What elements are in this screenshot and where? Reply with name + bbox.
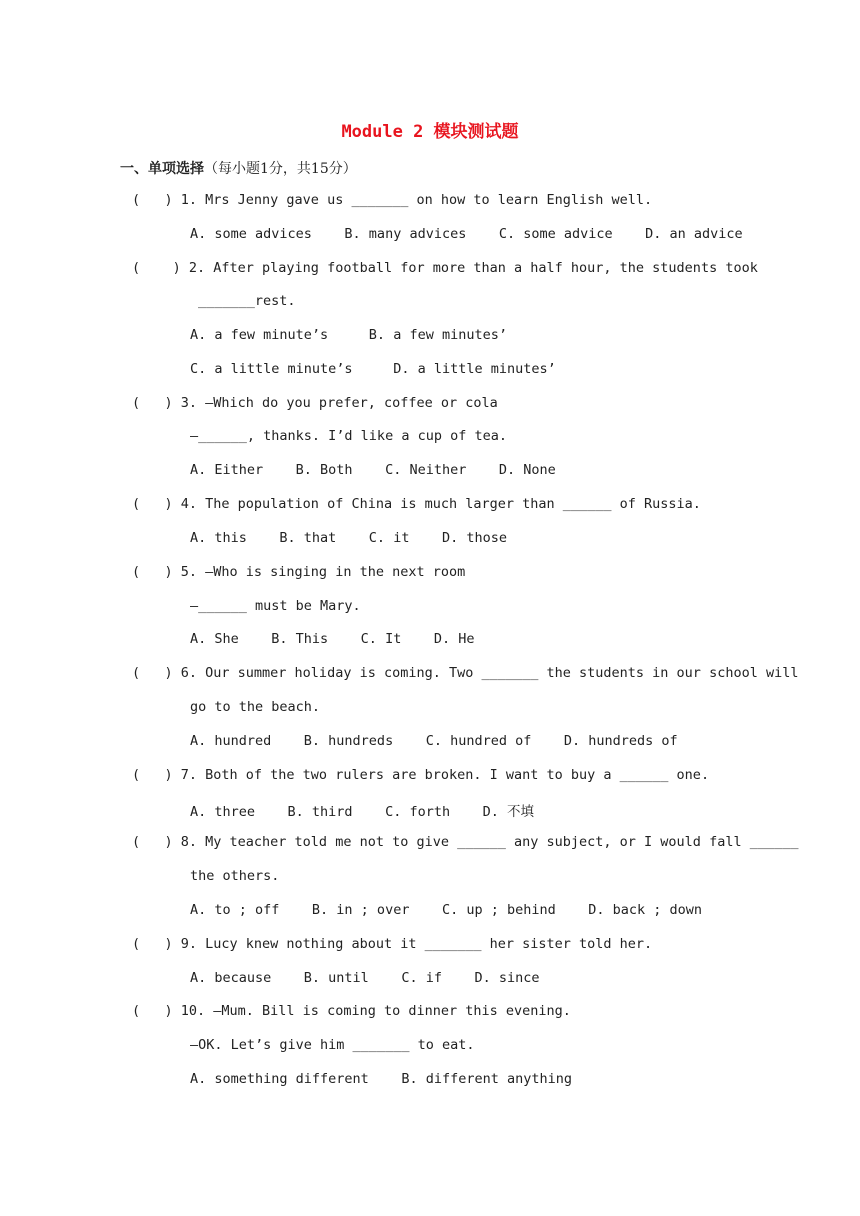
question-5-cont: —______ must be Mary. (190, 598, 361, 614)
question-8-cont: the others. (190, 868, 280, 884)
question-8-stem: ( ) 8. My teacher told me not to give ______ any subject, or I would fall ______ (132, 834, 799, 850)
question-4-stem: ( ) 4. The population of China is much larger than ______ of Russia. (132, 496, 701, 512)
page-title: Module 2 模块测试题 (341, 122, 519, 142)
question-6-options: A. hundred B. hundreds C. hundred of D. hundreds of (190, 733, 678, 749)
question-5-stem: ( ) 5. —Who is singing in the next room (132, 564, 466, 580)
question-6-cont: go to the beach. (190, 699, 321, 715)
question-7-stem: ( ) 7. Both of the two rulers are broken. I want to buy a ______ one. (132, 767, 710, 783)
question-2-stem: ( ) 2. After playing football for more than a half hour, the students took (132, 260, 758, 276)
question-8-options: A. to ; off B. in ; over C. up ; behind D. back ; down (190, 902, 703, 918)
question-10-options: A. something different B. different anything (190, 1071, 573, 1087)
question-5-options: A. She B. This C. It D. He (190, 631, 475, 647)
question-10-cont: —OK. Let’s give him _______ to eat. (190, 1037, 475, 1053)
question-7-options: A. three B. third C. forth D. 不填 (190, 804, 534, 820)
question-6-stem: ( ) 6. Our summer holiday is coming. Two _______ the students in our school will (132, 665, 799, 681)
question-1-stem: ( ) 1. Mrs Jenny gave us _______ on how to learn English well. (132, 192, 653, 208)
question-10-stem: ( ) 10. —Mum. Bill is coming to dinner this evening. (132, 1003, 571, 1019)
question-9-options: A. because B. until C. if D. since (190, 970, 540, 986)
question-3-options: A. Either B. Both C. Neither D. None (190, 462, 556, 478)
section-heading (120, 158, 357, 178)
question-1-options: A. some advices B. many advices C. some advice D. an advice (190, 226, 743, 242)
question-3-stem: ( ) 3. —Which do you prefer, coffee or cola (132, 395, 498, 411)
section-title: 一、单项选择 (120, 161, 204, 177)
question-2-cont: _______rest. (198, 293, 296, 309)
question-4-options: A. this B. that C. it D. those (190, 530, 507, 546)
section-note: （每小题1分，共15分） (204, 161, 357, 177)
question-2-options-2: C. a little minute’s D. a little minutes’ (190, 361, 556, 377)
question-2-options-1: A. a few minute’s B. a few minutes’ (190, 327, 507, 343)
question-3-cont: —______, thanks. I’d like a cup of tea. (190, 428, 507, 444)
question-9-stem: ( ) 9. Lucy knew nothing about it _______ her sister told her. (132, 936, 653, 952)
